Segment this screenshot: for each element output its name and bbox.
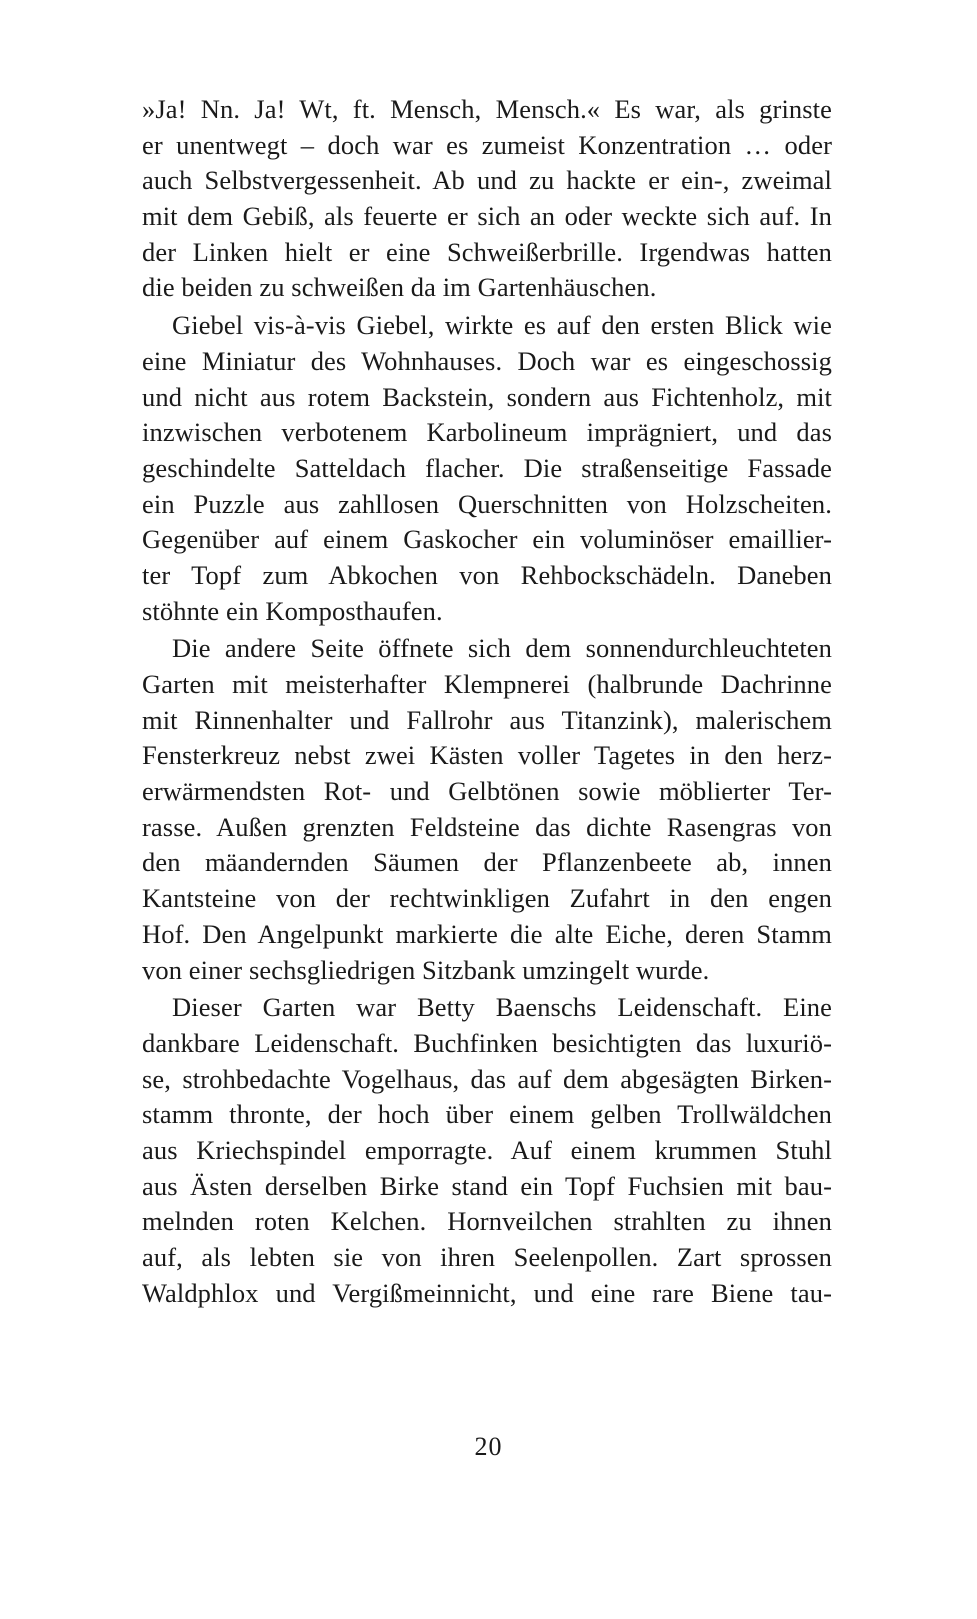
text-line: inzwischen verbotenem Karbolineum imprägniert, und das [142, 417, 832, 448]
text-line: geschindelte Satteldach flacher. Die straßenseitige Fassade [142, 452, 832, 483]
text-line: erwärmendsten Rot- und Gelbtönen sowie möblierter Ter- [142, 776, 832, 807]
text-line: Waldphlox und Vergißmeinnicht, und eine rare Biene tau- [142, 1277, 832, 1308]
text-line: Giebel vis-à-vis Giebel, wirkte es auf den ersten Blick wie [172, 310, 832, 341]
text-line: mit Rinnenhalter und Fallrohr aus Titanzink), malerischem [142, 704, 832, 735]
text-line: Gegenüber auf einem Gaskocher ein voluminöser emaillier- [142, 524, 832, 555]
text-line: stöhnte ein Komposthaufen. [142, 595, 443, 626]
text-line: Garten mit meisterhafter Klempnerei (halbrunde Dachrinne [142, 669, 832, 699]
text-line: se, strohbedachte Vogelhaus, das auf dem abgesägten Birken- [142, 1063, 832, 1094]
text-line: auf, als lebten sie von ihren Seelenpollen. Zart sprossen [142, 1242, 832, 1272]
text-line: auch Selbstvergessenheit. Ab und zu hackte er ein-, zweimal [142, 165, 832, 196]
paragraph-1 [142, 92, 832, 306]
text-line: mit dem Gebiß, als feuerte er sich an oder weckte sich auf. In [142, 201, 832, 232]
text-line: aus Ästen derselben Birke stand ein Topf Fuchsien mit bau- [142, 1170, 832, 1201]
text-line: eine Miniatur des Wohnhauses. Doch war es eingeschossig [142, 345, 832, 376]
text-line: stamm thronte, der hoch über einem gelben Trollwäldchen [142, 1099, 832, 1130]
text-line: Hof. Den Angelpunkt markierte die alte Eiche, deren Stamm [142, 918, 832, 949]
page-number: 20 [474, 1432, 503, 1461]
text-line: ein Puzzle aus zahllosen Querschnitten von Holzscheiten. [142, 488, 832, 519]
text-line: der Linken hielt er eine Schweißerbrille. Irgendwas hatten [142, 236, 832, 267]
text-line: ter Topf zum Abkochen von Rehbockschädeln. Daneben [142, 559, 832, 590]
text-line: Fensterkreuz nebst zwei Kästen voller Tagetes in den herz- [142, 740, 832, 771]
text-line: von einer sechsgliedrigen Sitzbank umzingelt wurde. [142, 954, 710, 985]
text-line: melnden roten Kelchen. Hornveilchen strahlten zu ihnen [142, 1206, 832, 1237]
text-line: Die andere Seite öffnete sich dem sonnendurchleuchteten [172, 633, 832, 664]
text-line: Dieser Garten war Betty Baenschs Leidenschaft. Eine [172, 992, 832, 1023]
text-line: und nicht aus rotem Backstein, sondern aus Fichtenholz, mit [142, 381, 832, 412]
text-line: »Ja! Nn. Ja! Wt, ft. Mensch, Mensch.« Es war, als grinste [142, 94, 832, 124]
paragraph-3 [142, 631, 832, 988]
text-line: er unentwegt – doch war es zumeist Konzentration … oder [142, 129, 832, 160]
book-page [142, 92, 832, 1311]
paragraph-4 [142, 990, 832, 1311]
text-line: rasse. Außen grenzten Feldsteine das dichte Rasengras von [142, 811, 832, 842]
text-line: die beiden zu schweißen da im Gartenhäuschen. [142, 272, 657, 303]
text-line: dankbare Leidenschaft. Buchfinken besichtigten das luxuriö- [142, 1027, 832, 1058]
text-line: aus Kriechspindel emporragte. Auf einem krummen Stuhl [142, 1134, 832, 1165]
paragraph-2 [142, 308, 832, 629]
text-line: den mäandernden Säumen der Pflanzenbeete ab, innen [142, 847, 832, 878]
text-line: Kantsteine von der rechtwinkligen Zufahrt in den engen [142, 883, 832, 914]
